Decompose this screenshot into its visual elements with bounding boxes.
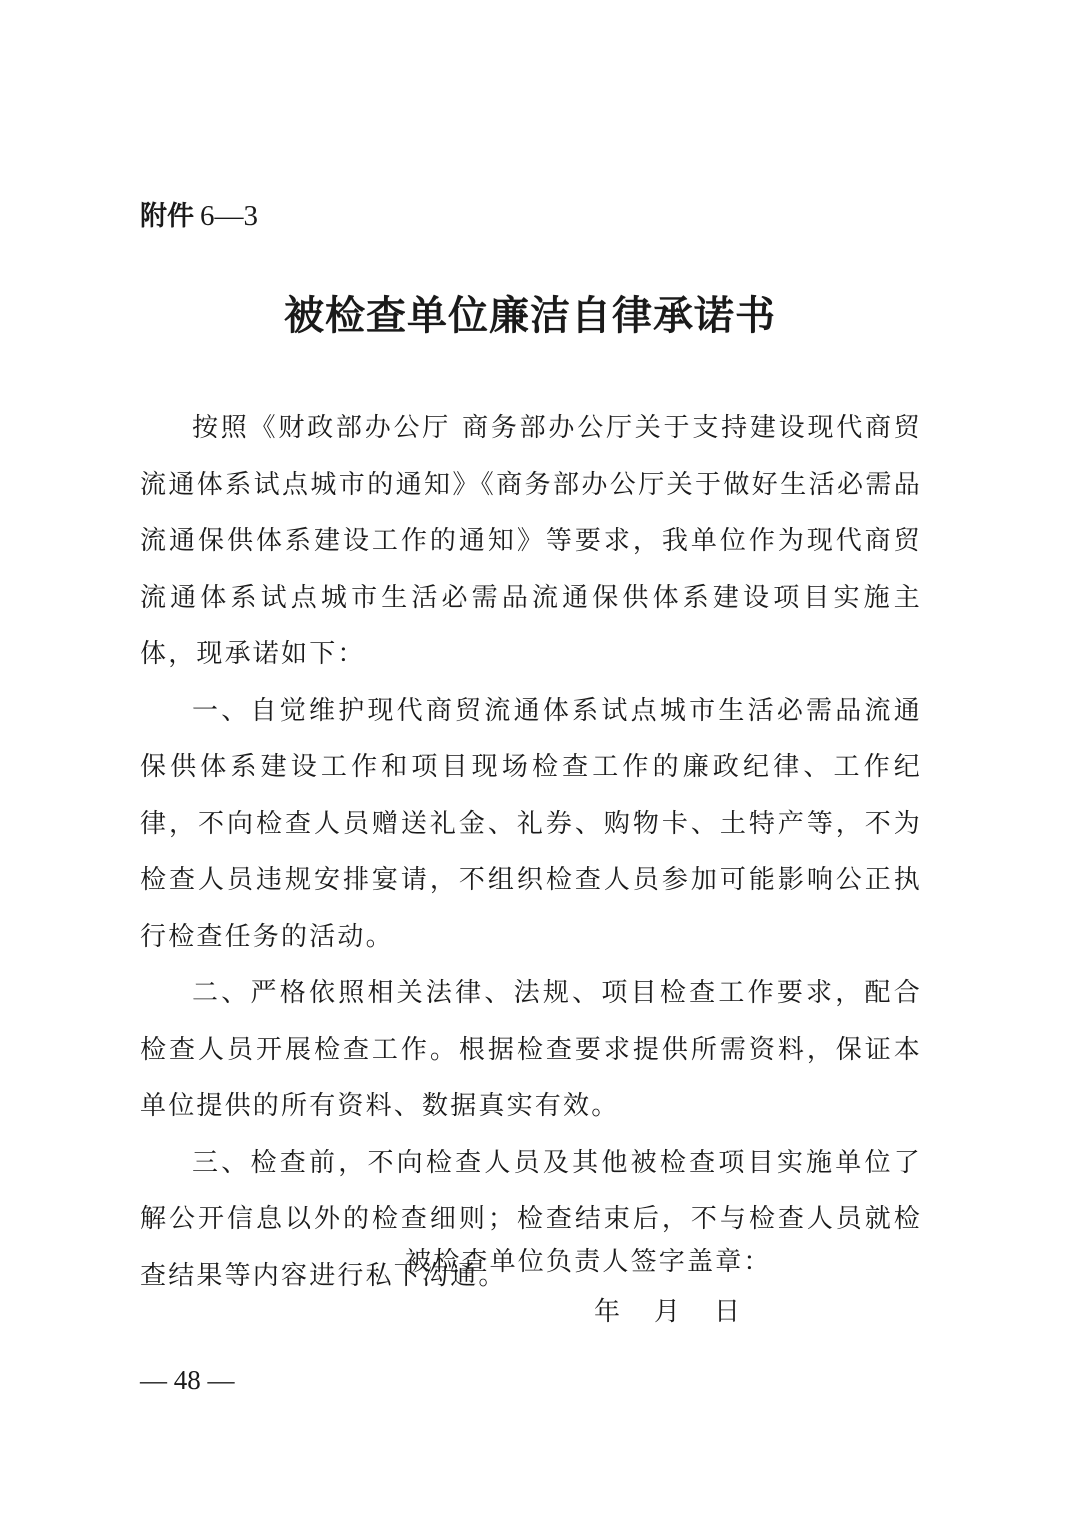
document-title: 被检查单位廉洁自律承诺书 xyxy=(284,292,776,339)
page-number: — 48 — xyxy=(140,1365,235,1395)
document-body xyxy=(140,400,922,1304)
commitment-paragraph-3: 三、检查前，不向检查人员及其他被检查项目实施单位了解公开信息以外的检查细则；检查结束后，不与检查人员就检查结果等内容进行私下沟通。 xyxy=(140,1147,922,1291)
commitment-paragraph-2: 二、严格依照相关法律、法规、项目检查工作要求，配合检查人员开展检查工作。根据检查要求提供所需资料，保证本单位提供的所有资料、数据真实有效。 xyxy=(140,978,922,1121)
signature-label: 被检查单位负责人签字盖章： xyxy=(405,1247,772,1277)
date-year-label: 年 xyxy=(594,1297,621,1327)
commitment-paragraph-1: 一、自觉维护现代商贸流通体系试点城市生活必需品流通保供体系建设工作和项目现场检查工作的廉政纪律、工作纪律，不向检查人员赠送礼金、礼券、购物卡、土特产等，不为检查人员违规安排宴请，不组织检查人员参加可能影响公正执行检查任务的活动。 xyxy=(140,695,922,952)
date-day-label: 日 xyxy=(714,1297,741,1327)
intro-paragraph: 按照《财政部办公厅 商务部办公厅关于支持建设现代商贸流通体系试点城市的通知》《商务部办公厅关于做好生活必需品流通保供体系建设工作的通知》等要求，我单位作为现代商贸流通体系试点城市生活必需品流通保供体系建设项目实施主体，现承诺如下： xyxy=(140,413,922,669)
attachment-label xyxy=(140,196,258,237)
date-month-label: 月 xyxy=(654,1297,681,1327)
attachment-number: 6—3 xyxy=(200,200,258,232)
signature-date xyxy=(594,1284,740,1340)
attachment-label-text: 附件 xyxy=(140,201,194,232)
